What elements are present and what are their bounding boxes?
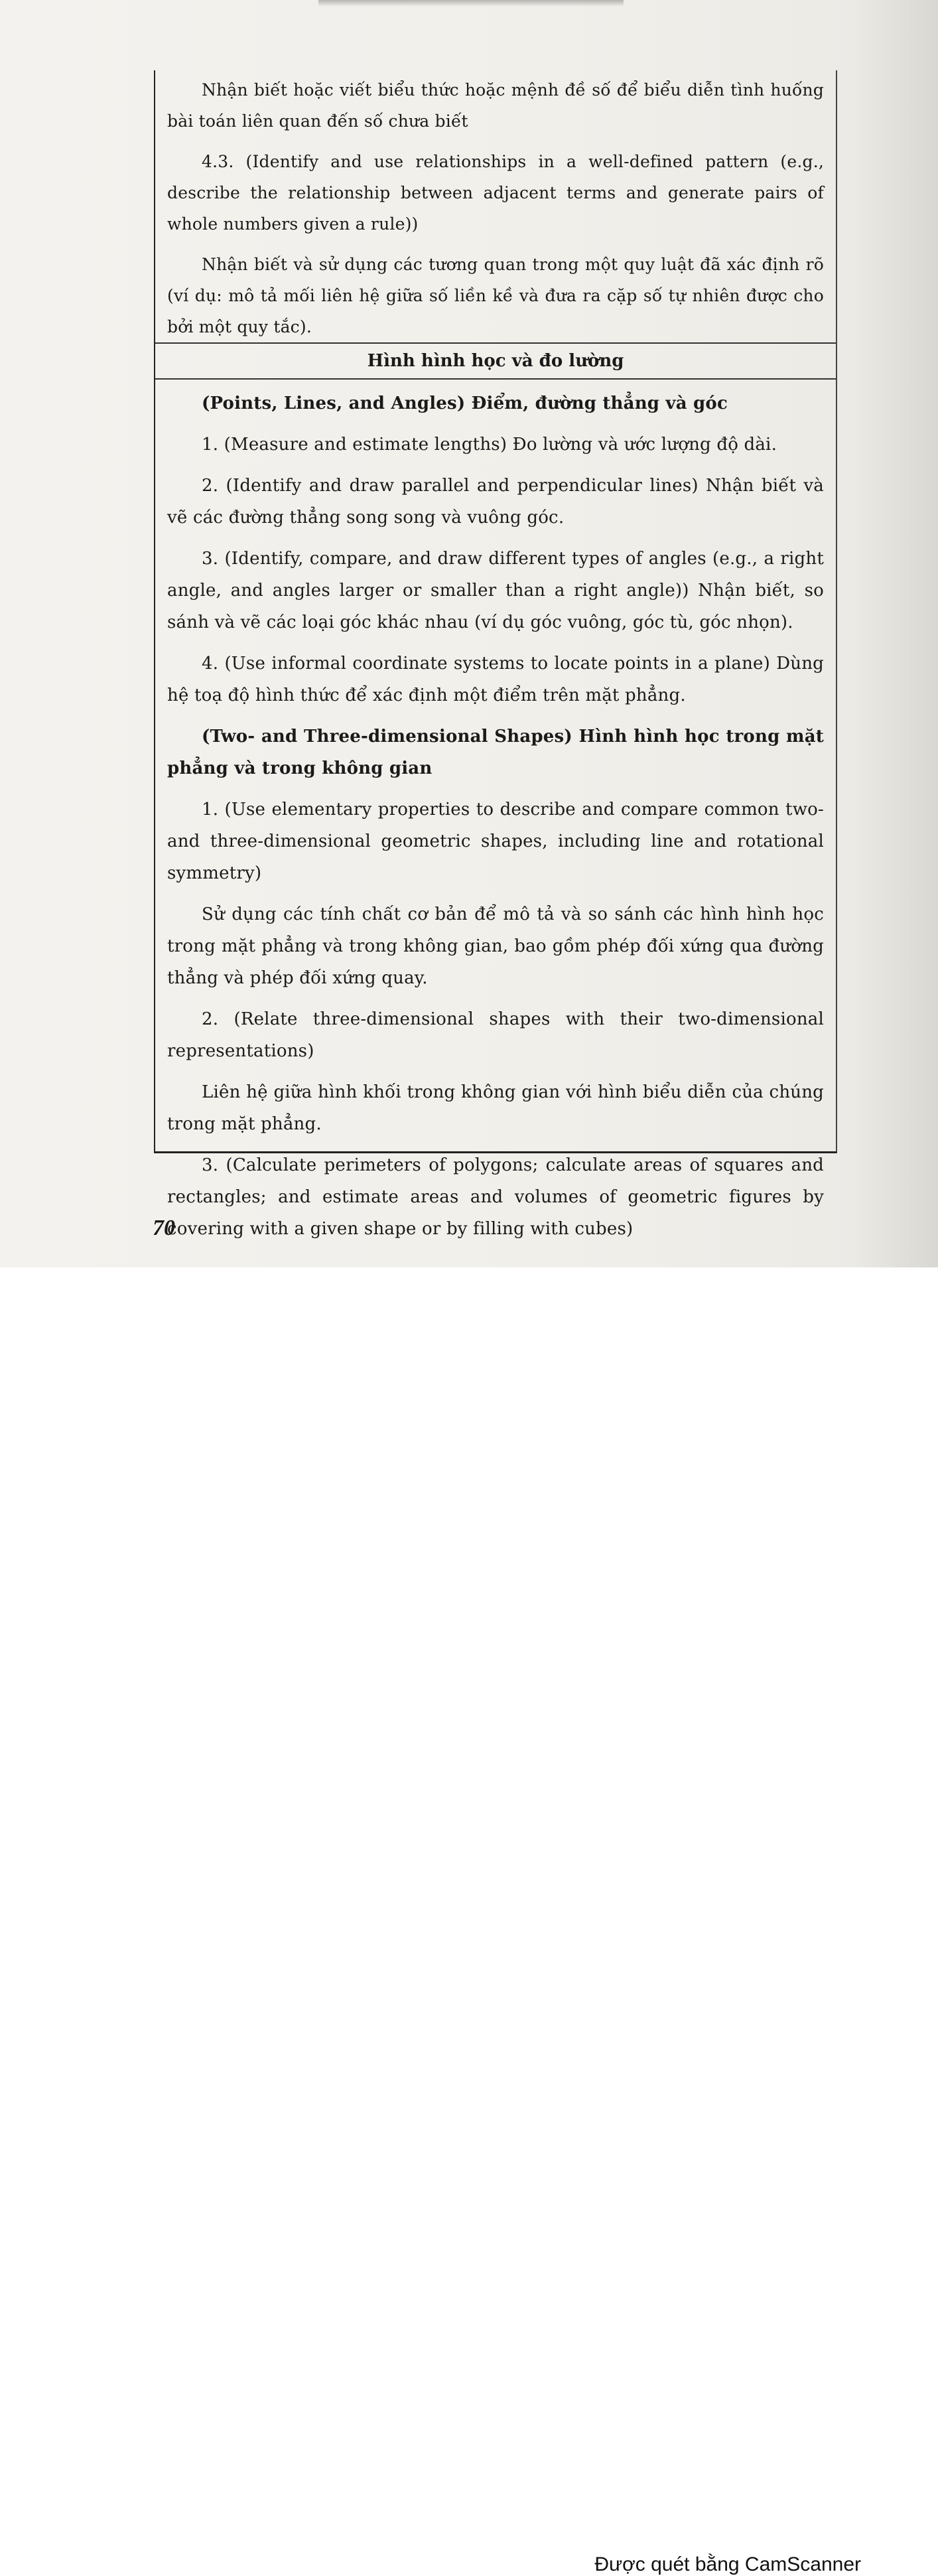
subsection-title: (Points, Lines, and Angles) Điểm, đường thẳng và góc [202, 394, 728, 413]
section-heading-cell [167, 348, 824, 374]
list-item: 1. (Measure and estimate lengths) Đo lường và ước lượng độ dài. [202, 435, 777, 455]
list-item: 1. (Use elementary properties to describe and compare common two- and three-dimensional geometric shapes, including line and rotational symmetry) [167, 800, 824, 883]
section-heading: Hình hình học và đo lường [367, 351, 624, 371]
list-item: 4. (Use informal coordinate systems to locate points in a plane) Dùng hệ toạ độ hình thức để xác định một điểm trên mặt phẳng. [167, 654, 824, 705]
scan-shadow [849, 0, 938, 1267]
list-item: 3. (Identify, compare, and draw different types of angles (e.g., a right angle, and angles larger or smaller than a right angle)) Nhận biết, so sánh và vẽ các loại góc khác nhau (ví dụ góc vuông, góc tù, góc nhọn). [167, 549, 824, 632]
scan-edge-shadow [318, 0, 624, 7]
paragraph: Nhận biết hoặc viết biểu thức hoặc mệnh đề số để biểu diễn tình huống bài toán liên quan đến số chưa biết [167, 80, 824, 131]
list-item: Sử dụng các tính chất cơ bản để mô tả và so sánh các hình hình học trong mặt phẳng và trong không gian, bao gồm phép đối xứng qua đường thẳng và phép đối xứng quay. [167, 904, 824, 988]
list-item: 2. (Relate three-dimensional shapes with their two-dimensional representations) [167, 1009, 824, 1061]
list-item: 3. (Calculate perimeters of polygons; calculate areas of squares and rectangles; and estimate areas and volumes of geometric figures by covering with a given shape or by filling with cubes) [167, 1155, 824, 1239]
points-lines-angles-cell [167, 388, 824, 1254]
list-item: 2. (Identify and draw parallel and perpendicular lines) Nhận biết và vẽ các đường thẳng song song và vuông góc. [167, 476, 824, 528]
subsection-title: (Two- and Three-dimensional Shapes) Hình hình học trong mặt phẳng và trong không gian [167, 727, 824, 778]
paragraph: Nhận biết và sử dụng các tương quan trong một quy luật đã xác định rõ (ví dụ: mô tả mối liên hệ giữa số liền kề và đưa ra cặp số tự nhiên được cho bởi một quy tắc). [167, 255, 824, 336]
top-cell [167, 74, 824, 352]
table-divider [155, 378, 836, 380]
scanner-footer [0, 1267, 938, 2575]
camscanner-watermark: Được quét bằng CamScanner [594, 2553, 861, 2575]
table-divider [155, 342, 836, 344]
page-number: 70 [153, 1216, 175, 1240]
list-item: Liên hệ giữa hình khối trong không gian với hình biểu diễn của chúng trong mặt phẳng. [167, 1082, 824, 1134]
paragraph: 4.3. (Identify and use relationships in a well-defined pattern (e.g., describe the relationship between adjacent terms and generate pairs of whole numbers given a rule)) [167, 152, 824, 234]
